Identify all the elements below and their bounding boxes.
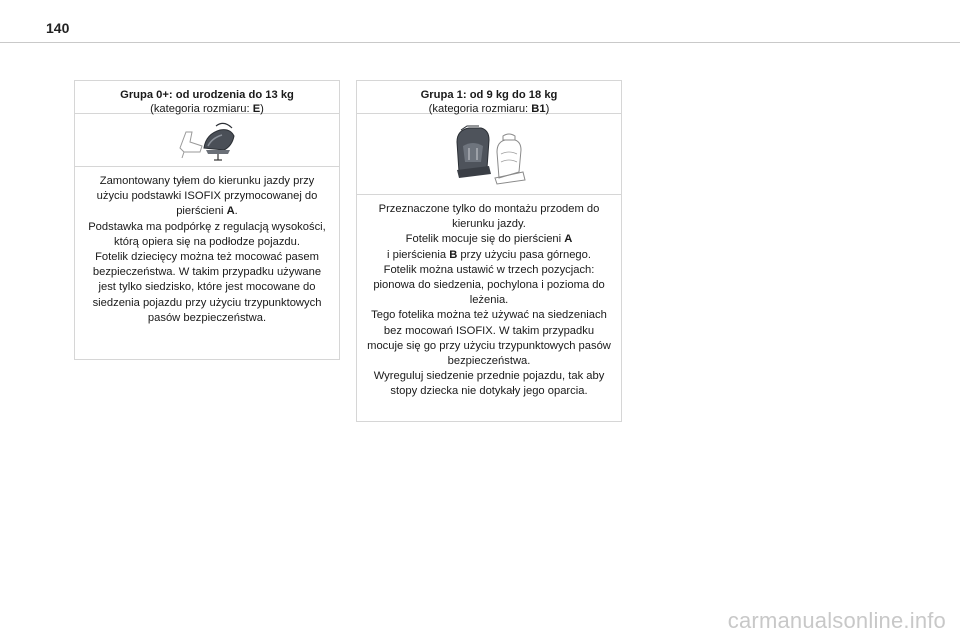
group-0-paragraph-2: Podstawka ma podpórkę z regulacją wysokości, którą opiera się na podłodze pojazdu.: [88, 220, 326, 248]
ring-label: A: [226, 205, 235, 218]
group-1-paragraph-1: Przeznaczone tylko do montażu przodem do kierunku jazdy.: [378, 203, 600, 231]
size-prefix: (kategoria rozmiaru:: [428, 103, 532, 115]
text-run: .: [234, 205, 238, 218]
text-run: Zamontowany tyłem do kierunku jazdy przy użyciu podstawki ISOFIX przymocowanej do pierścieni: [96, 175, 318, 218]
group-1-description: [357, 195, 621, 400]
text-run: i pierścienia: [387, 248, 450, 261]
size-code: E: [252, 103, 261, 115]
header-divider: [0, 42, 960, 43]
group-0-paragraph-1: [85, 174, 329, 220]
size-code: B1: [531, 103, 546, 115]
size-suffix: ): [545, 103, 550, 115]
group-1-title: Grupa 1: od 9 kg do 18 kg: [420, 89, 558, 101]
group-1-paragraph-4: Fotelik można ustawić w trzech pozycjach: pionowa do siedzenia, pochylona i pozioma do leżenia.: [373, 263, 605, 307]
text-run: przy użyciu pasa górnego.: [457, 248, 591, 261]
group-1-paragraph-2: [367, 232, 611, 247]
group-1-paragraph-5: Tego fotelika można też używać na siedzeniach bez mocowań ISOFIX. W takim przypadku mocuje się go przy użyciu trzypunktowych pasów bezpieczeństwa.: [367, 309, 611, 368]
group-0-card: [74, 80, 340, 360]
infant-carrier-isofix-icon: [176, 118, 238, 162]
group-1-paragraph-6: Wyreguluj siedzenie przednie pojazdu, tak aby stopy dziecka nie dotykały jego oparcia.: [373, 370, 605, 398]
ring-label: B: [449, 248, 458, 261]
site-watermark: carmanualsonline.info: [727, 608, 946, 633]
size-prefix: (kategoria rozmiaru:: [150, 103, 253, 115]
group-0-paragraph-3: Fotelik dziecięcy można też mocować pasem bezpieczeństwa. W takim przypadku używane jest tylko siedzisko, które jest mocowane do siedzenia pojazdu przy użyciu trzypunktowych pasów bezpieczeństwa.: [92, 251, 322, 324]
size-suffix: ): [260, 103, 264, 115]
group-0-header: [75, 81, 339, 114]
group-0-illustration: [75, 114, 339, 167]
group-1-illustration: [357, 114, 621, 195]
group-0-description: [75, 167, 339, 326]
group-1-header: [357, 81, 621, 114]
ring-label: A: [564, 233, 573, 246]
group-0-title: Grupa 0+: od urodzenia do 13 kg: [120, 89, 294, 101]
page-number: 140: [46, 20, 70, 36]
text-run: Fotelik mocuje się do pierścieni: [405, 233, 565, 246]
group-1-card: [356, 80, 622, 422]
group-1-paragraph-3: [367, 248, 611, 263]
child-seat-forward-facing-icon: [449, 122, 529, 186]
